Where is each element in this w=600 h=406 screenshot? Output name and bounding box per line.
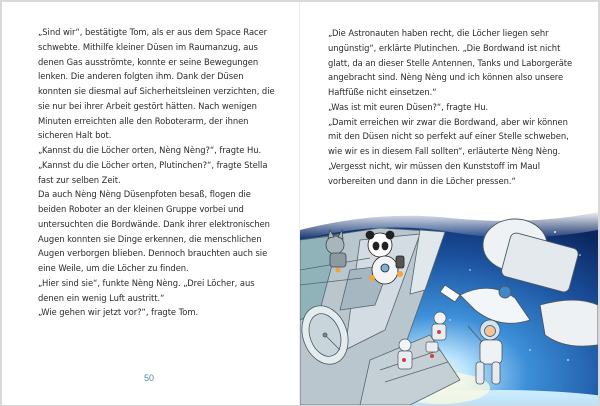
right-page-text: [328, 26, 584, 188]
paragraph: „Was ist mit euren Düsen?“, fragte Hu.: [328, 101, 489, 112]
page-number: 50: [144, 373, 155, 383]
paragraph: „Die Astronauten haben recht, die Löcher liegen sehr ungünstig“, erklärte Plutinchen. „Die Bordwand ist nicht glatt, da an dieser Stelle Antennen, Tanks und Laborgeräte angebracht sind. Nèng Nèng und ich können also unsere Haftfüße nicht einsetzen.“: [328, 28, 573, 97]
paragraph: „Wie gehen wir jetzt vor?“, fragte Tom.: [38, 307, 199, 318]
paragraph: „Damit erreichen wir zwar die Bordwand, aber wir können mit den Düsen nicht so perfekt auf einer Stelle schweben, wie wir es in diesem Fall sollten“, erläuterte Nèng Nèng. „Vergesst nicht, wir müssen den Kunststoff im Maul vorbereiten und dann in die Löcher pressen.“: [328, 116, 569, 186]
paragraph: „Hier sind sie“, funkte Nèng Nèng. „Drei Löcher, aus denen ein wenig Luft austritt.“: [38, 277, 255, 303]
space-illustration: [300, 210, 598, 405]
paragraph: „Kannst du die Löcher orten, Plutinchen?“, fragte Stella fast zur selben Zeit.: [38, 159, 268, 185]
left-page-text: [38, 25, 276, 320]
right-page: [300, 2, 598, 405]
paragraph: „Kannst du die Löcher orten, Nèng Nèng?“, fragte Hu.: [38, 145, 262, 155]
book-spread: [2, 2, 598, 405]
paragraph: Da auch Nèng Nèng Düsenpfoten besaß, flogen die beiden Roboter an der kleinen Gruppe vorbei und untersuchten die Bordwände. Dank ihrer elektronischen Augen konnten sie Dinge erkennen, die menschlichen Augen verborgen blieben. Dennoch brauchten auch sie eine Weile, um die Löcher zu finden.: [38, 189, 270, 273]
left-page: [2, 2, 300, 405]
paragraph: „Sind wir“, bestätigte Tom, als er aus dem Space Racer schwebte. Mithilfe kleiner Düsen im Raumanzug, aus denen Gas ausströmte, konnte er seine Bewegungen lenken. Die anderen folgten ihm. Dank der Düsen konnten sie diesmal auf Sicherheitsleinen verzichten, die sie nur bei ihrer Arbeit gestört hätten. Nach wenigen Minuten erreichten alle den Roboterarm, der ihnen sicheren Halt bot.: [38, 27, 275, 141]
